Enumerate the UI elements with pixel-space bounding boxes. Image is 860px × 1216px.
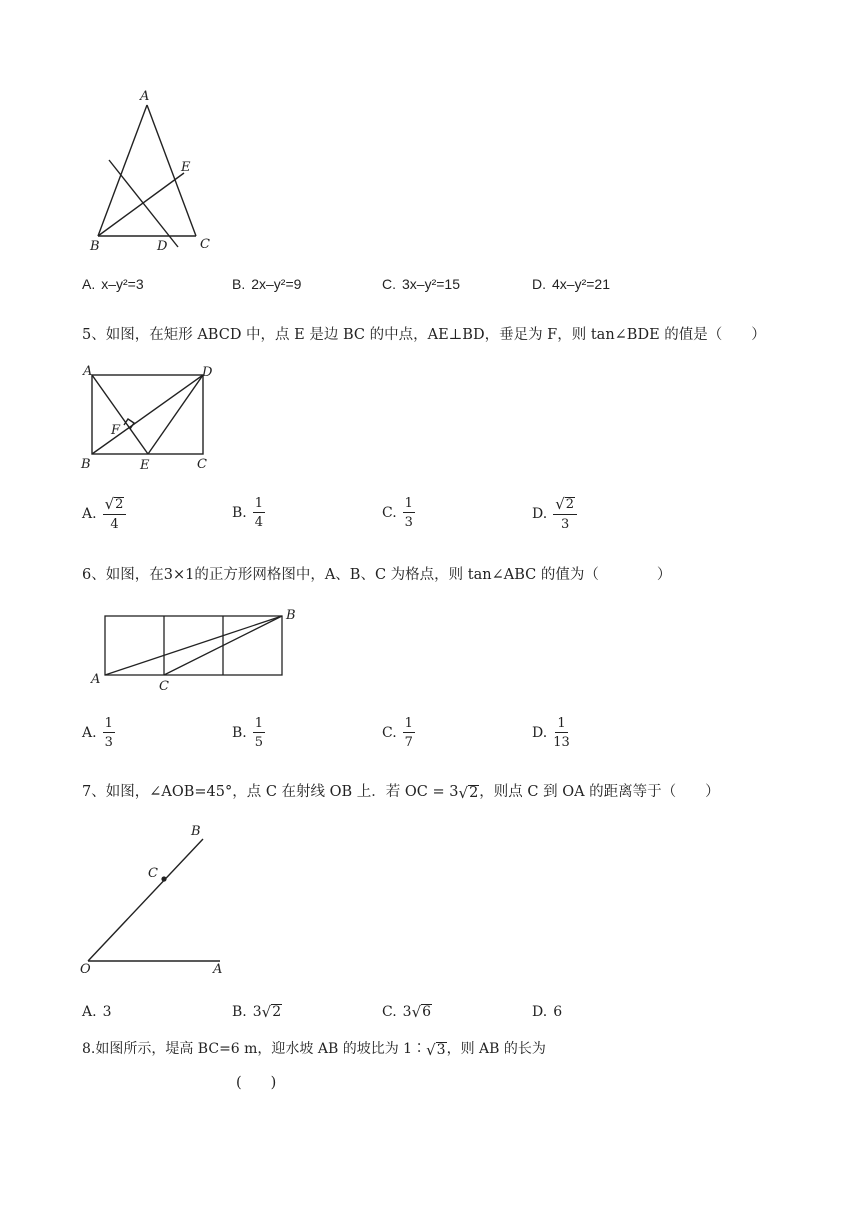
fraction: √ 2 4 (103, 497, 127, 531)
option-letter: C. (382, 505, 397, 521)
numerator: 1 (104, 716, 113, 731)
q4-option-a[interactable] (82, 276, 144, 292)
option-letter: B. (232, 276, 246, 292)
numerator: 1 (254, 716, 264, 731)
coefficient: 3 (252, 1004, 262, 1020)
label-E: E (140, 458, 150, 473)
fraction (103, 717, 115, 749)
label-E: E (181, 160, 191, 175)
label-C: C (159, 679, 169, 694)
denominator: 4 (254, 515, 264, 530)
label-C: C (200, 237, 210, 252)
radicand: 2 (272, 1004, 282, 1021)
q8-answer-paren: ( ) (236, 1075, 277, 1091)
fraction (553, 717, 570, 749)
label-B: B (191, 824, 201, 839)
q7-text-before: 7、如图，∠AOB=45°，点 C 在射线 OB 上．若 OC = 3 (82, 784, 459, 800)
q5-option-d[interactable] (532, 497, 577, 531)
label-A: A (213, 962, 223, 977)
q6-option-a[interactable] (82, 717, 115, 749)
fraction (253, 717, 265, 749)
denominator: 4 (110, 517, 119, 532)
q4-option-c[interactable] (382, 276, 460, 292)
q7-option-a[interactable] (82, 1004, 111, 1020)
q6-option-b[interactable] (232, 717, 265, 749)
numerator: 1 (557, 716, 566, 731)
option-text: 2x–y²=9 (251, 276, 302, 292)
label-D: D (202, 365, 213, 380)
option-text: x–y²=3 (101, 276, 144, 292)
sqrt-expression: √ 3 (426, 1041, 446, 1059)
option-letter: D. (532, 725, 548, 741)
q8-text-before: 8.如图所示，堤高 BC=6 m，迎水坡 AB 的坡比为 1∶ (82, 1041, 427, 1057)
option-letter: B. (232, 725, 247, 741)
option-letter: D. (532, 506, 548, 522)
radicand: 2 (115, 497, 124, 513)
figure-q4-triangle (80, 85, 230, 255)
option-letter: D. (532, 276, 546, 292)
option-letter: D. (532, 1004, 548, 1020)
option-letter: A. (82, 1004, 97, 1020)
denominator: 3 (104, 735, 113, 750)
option-letter: A. (82, 276, 96, 292)
radicand: 2 (565, 497, 575, 513)
q7-option-d[interactable] (532, 1004, 562, 1020)
label-D: D (157, 239, 168, 254)
radicand: 6 (422, 1004, 432, 1021)
label-O: O (80, 962, 91, 977)
radicand: 2 (469, 784, 479, 801)
option-letter: A. (82, 506, 97, 522)
label-C: C (197, 457, 207, 472)
option-letter: B. (232, 505, 247, 521)
q5-option-a[interactable] (82, 497, 126, 531)
question-6-text: 6、如图，在3×1的正方形网格图中，A、B、C 为格点，则 tan∠ABC 的值为（ ） (82, 567, 672, 583)
option-text: 3x–y²=15 (402, 276, 460, 292)
fraction (403, 717, 415, 749)
q6-option-c[interactable] (382, 717, 415, 749)
label-B: B (286, 608, 296, 623)
numerator: 1 (404, 716, 413, 731)
question-8-text (82, 1038, 546, 1058)
q7-text-after: ，则点 C 到 OA 的距离等于（ ） (479, 784, 720, 800)
q8-text-after: ，则 AB 的长为 (446, 1041, 546, 1057)
question-7-text (82, 780, 720, 801)
denominator: 5 (254, 735, 264, 750)
label-F: F (111, 423, 121, 438)
option-letter: C. (382, 725, 397, 741)
label-C: C (148, 866, 158, 881)
coefficient: 3 (402, 1004, 412, 1020)
label-B: B (81, 457, 91, 472)
q5-option-c[interactable] (382, 497, 415, 529)
label-A: A (140, 89, 150, 104)
fraction: √ 2 3 (553, 497, 577, 531)
denominator: 3 (560, 517, 570, 532)
label-B: B (90, 239, 100, 254)
option-text: 4x–y²=21 (552, 276, 610, 292)
q4-option-d[interactable] (532, 276, 610, 292)
option-text: 6 (553, 1004, 563, 1020)
numerator: 1 (404, 496, 413, 511)
q6-option-d[interactable] (532, 717, 570, 749)
option-text: 3 (102, 1004, 112, 1020)
option-letter: A. (82, 725, 97, 741)
sqrt-expression: √ 2 (458, 784, 479, 802)
label-A: A (83, 364, 93, 379)
numerator: 1 (254, 496, 264, 511)
q7-option-b[interactable] (232, 1004, 282, 1020)
denominator: 7 (404, 735, 413, 750)
q5-option-b[interactable] (232, 497, 265, 529)
sqrt-expression: √ 6 (411, 1003, 432, 1021)
q4-option-b[interactable] (232, 276, 301, 292)
label-A: A (91, 672, 101, 687)
figure-q6-grid (85, 604, 305, 694)
denominator: 13 (553, 735, 570, 750)
q7-option-c[interactable] (382, 1004, 432, 1020)
option-letter: C. (382, 276, 396, 292)
sqrt-expression: √ 2 (261, 1003, 282, 1021)
fraction (253, 497, 265, 529)
question-5-text: 5、如图，在矩形 ABCD 中，点 E 是边 BC 的中点，AE⊥BD，垂足为 F，则 tan∠BDE 的值是（ ） (82, 327, 766, 343)
denominator: 3 (404, 515, 413, 530)
figure-q5-rectangle (78, 362, 218, 474)
option-letter: B. (232, 1004, 247, 1020)
fraction (403, 497, 415, 529)
radicand: 3 (436, 1042, 446, 1059)
figure-q7-angle (75, 822, 235, 978)
option-letter: C. (382, 1004, 397, 1020)
